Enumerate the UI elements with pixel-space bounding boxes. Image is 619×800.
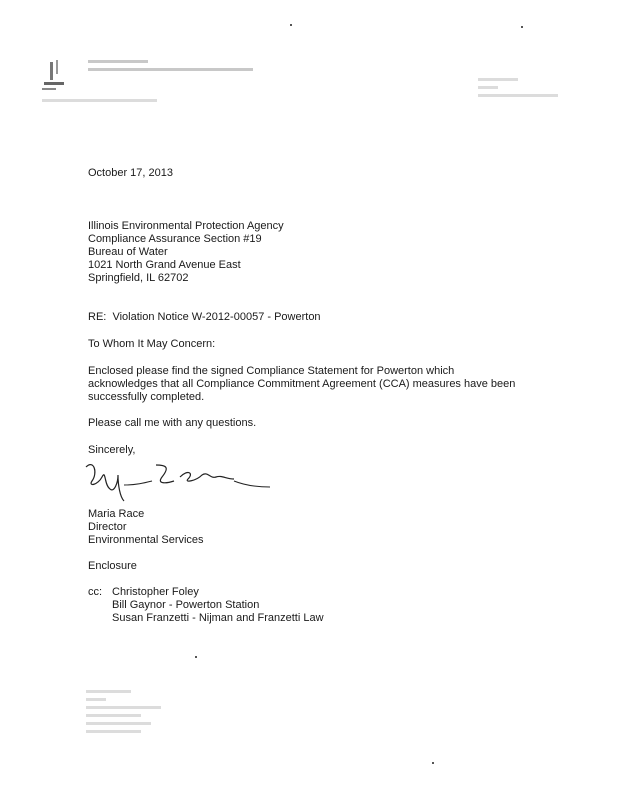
signer-department: Environmental Services (88, 534, 204, 546)
body-line: successfully completed. (88, 391, 205, 403)
cc-recipient: Bill Gaynor - Powerton Station (112, 599, 260, 611)
recipient-line: Compliance Assurance Section #19 (88, 233, 262, 245)
letterhead-address (88, 60, 258, 76)
body-paragraph (88, 365, 515, 404)
recipient-line: Bureau of Water (88, 246, 168, 258)
letterhead-footer (86, 690, 166, 738)
cc-recipient: Christopher Foley (112, 586, 199, 598)
valediction: Sincerely, (88, 444, 136, 456)
cc-label: cc: (88, 586, 103, 598)
scan-speck (432, 762, 434, 764)
scan-speck (521, 26, 523, 28)
letter-date: October 17, 2013 (88, 167, 174, 179)
recipient-line: Springfield, IL 62702 (88, 272, 189, 284)
body-line: acknowledges that all Compliance Commitment Agreement (CCA) measures have been (88, 378, 516, 390)
signer-block (88, 508, 204, 547)
recipient-address (88, 220, 284, 285)
salutation: To Whom It May Concern: (88, 338, 216, 350)
company-logo (40, 58, 88, 98)
cc-recipient: Susan Franzetti - Nijman and Franzetti Law (112, 612, 324, 624)
cc-list (112, 586, 324, 625)
body-line: Enclosed please find the signed Compliance Statement for Powerton which (88, 365, 455, 377)
letterhead-contact (478, 78, 568, 102)
handwritten-signature (84, 455, 274, 503)
enclosure-note: Enclosure (88, 560, 137, 572)
subject-line: RE: Violation Notice W-2012-00057 - Powerton (88, 311, 321, 323)
signer-name: Maria Race (88, 508, 145, 520)
scan-speck (290, 24, 292, 26)
recipient-line: 1021 North Grand Avenue East (88, 259, 241, 271)
signer-title: Director (88, 521, 127, 533)
recipient-line: Illinois Environmental Protection Agency (88, 220, 284, 232)
letterhead-subline (42, 99, 162, 107)
scan-speck (195, 656, 197, 658)
closing-request: Please call me with any questions. (88, 417, 257, 429)
